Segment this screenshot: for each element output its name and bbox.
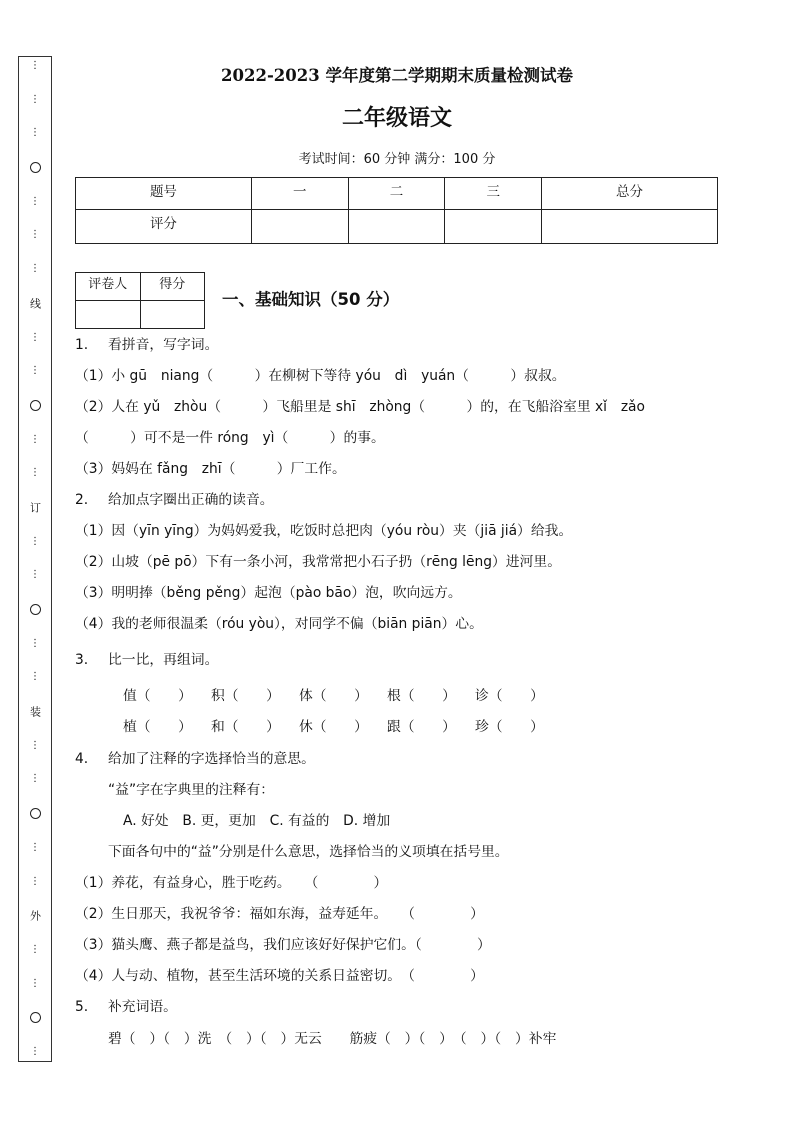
question-prompt: 给加点字圈出正确的读音。 (108, 492, 274, 508)
binding-char: 外 (28, 910, 42, 922)
binding-hole (30, 400, 41, 411)
exam-title: 2022-2023 学年度第二学期期末质量检测试卷 (221, 66, 573, 85)
question-line: （3）明明捧（běng pěng）起泡（pào bāo）泡，吹向远方。 (75, 585, 462, 601)
score-entry-cell[interactable] (445, 210, 542, 244)
score-cell: 一 (251, 178, 348, 210)
question-number: 4. (75, 751, 89, 767)
word-item: 跟（ ） (387, 719, 456, 735)
score-cell: 题号 (76, 178, 252, 210)
question-3 (75, 648, 218, 668)
binding-hole (30, 808, 41, 819)
word-item: 积（ ） (211, 688, 280, 704)
word-item: 休（ ） (299, 719, 368, 735)
grader-table (75, 272, 205, 329)
word-item: 值（ ） (123, 688, 192, 704)
word-item: 珍（ ） (475, 719, 544, 735)
dict-note: “益”字在字典里的注释有： (108, 782, 275, 798)
word-item: 植（ ） (123, 719, 192, 735)
word-row (123, 715, 544, 735)
word-item: 根（ ） (387, 688, 456, 704)
exam-subtitle: 二年级语文 (341, 105, 452, 131)
binding-hole (30, 604, 41, 615)
score-entry-cell[interactable] (542, 210, 718, 244)
question-line: （2）人在 yǔ zhòu（ ）飞船里是 shī zhòng（ ）的，在飞船浴室里 xǐ zǎo (75, 399, 645, 415)
instruction: 下面各句中的“益”分别是什么意思，选择恰当的义项填在括号里。 (108, 844, 509, 860)
question-line: （4）我的老师很温柔（róu yòu），对同学不偏（biān piān）心。 (75, 616, 483, 632)
question-prompt: 看拼音，写字词。 (108, 337, 219, 353)
binding-char: 装 (28, 706, 42, 718)
question-number: 3. (75, 652, 89, 668)
exam-info: 考试时间：60 分钟 满分：100 分 (298, 152, 496, 167)
question-prompt: 比一比，再组词。 (108, 652, 219, 668)
score-table (75, 177, 718, 244)
question-4 (75, 747, 315, 767)
question-number: 2. (75, 492, 89, 508)
word-item: 诊（ ） (475, 688, 544, 704)
question-2 (75, 488, 274, 508)
question-number: 1. (75, 337, 89, 353)
score-table-header-row (76, 178, 718, 210)
binding-char: 订 (28, 501, 42, 513)
question-prompt: 补充词语。 (108, 999, 177, 1015)
grader-header: 评卷人 (76, 273, 141, 301)
question-line: （2）生日那天，我祝爷爷：福如东海，益寿延年。 （ ） (75, 906, 484, 922)
idiom-line: 碧（ ）（ ）洗 （ ）（ ）无云 筋疲（ ）（ ） （ ）（ ）补牢 (108, 1031, 557, 1047)
question-line: （3）妈妈在 fǎng zhī（ ）厂工作。 (75, 461, 346, 477)
question-line: （1）养花，有益身心，胜于吃药。 （ ） (75, 875, 388, 891)
word-item: 和（ ） (211, 719, 280, 735)
word-item: 体（ ） (299, 688, 368, 704)
score-entry-cell[interactable] (140, 301, 205, 329)
score-header: 得分 (140, 273, 205, 301)
score-row-label: 评分 (76, 210, 252, 244)
score-entry-cell[interactable] (348, 210, 445, 244)
score-cell: 三 (445, 178, 542, 210)
binding-margin (18, 56, 52, 1062)
question-line: （1）因（yīn yīng）为妈妈爱我，吃饭时总把肉（yóu ròu）夹（jiā jiá）给我。 (75, 523, 573, 539)
section-title: 一、基础知识（50 分） (222, 290, 400, 309)
answer-options: A. 好处 B. 更，更加 C. 有益的 D. 增加 (123, 813, 391, 829)
question-line: （1）小 gū niang（ ）在柳树下等待 yóu dì yuán（ ）叔叔。 (75, 368, 566, 384)
question-line: （3）猫头鹰、燕子都是益鸟，我们应该好好保护它们。（ ） (75, 937, 491, 953)
question-1 (75, 333, 218, 353)
binding-hole (30, 1012, 41, 1023)
score-cell: 二 (348, 178, 445, 210)
binding-marks: ⋮ ⋮ ⋮ ⋮ ⋮ ⋮ 线 ⋮ ⋮ ⋮ ⋮ 订 ⋮ ⋮ ⋮ ⋮ 装 ⋮ ⋮ ⋮ ⋮ 外 ⋮ ⋮ ⋮ (28, 60, 42, 1057)
score-entry-cell[interactable] (251, 210, 348, 244)
score-cell: 总分 (542, 178, 718, 210)
question-number: 5. (75, 999, 89, 1015)
grader-entry-cell[interactable] (76, 301, 141, 329)
question-prompt: 给加了注释的字选择恰当的意思。 (108, 751, 315, 767)
score-table-score-row (76, 210, 718, 244)
question-line: （ ）可不是一件 róng yì（ ）的事。 (75, 430, 385, 446)
binding-char: 线 (28, 297, 42, 309)
word-row (123, 684, 544, 704)
question-5 (75, 995, 177, 1015)
question-line: （4）人与动、植物，甚至生活环境的关系日益密切。 （ ） (75, 968, 484, 984)
question-line: （2）山坡（pē pō）下有一条小河，我常常把小石子扔（rēng lēng）进河里。 (75, 554, 561, 570)
